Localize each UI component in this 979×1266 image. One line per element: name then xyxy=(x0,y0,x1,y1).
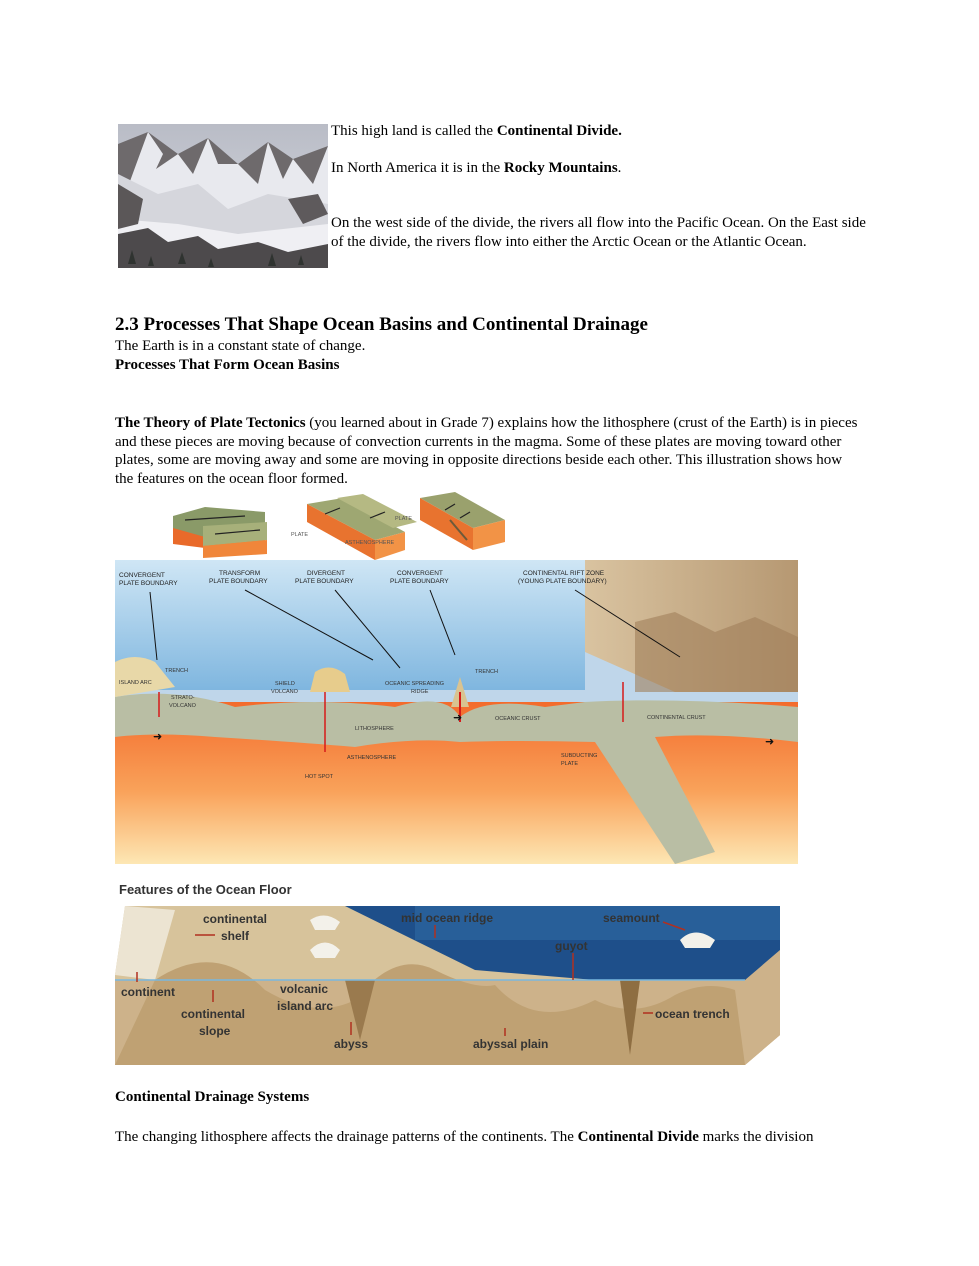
divergent-label-b: PLATE BOUNDARY xyxy=(295,578,354,585)
motion-arrow-icon: ➜ xyxy=(453,712,463,724)
seamount-label: seamount xyxy=(603,911,660,925)
ridge-label-a: OCEANIC SPREADING xyxy=(385,681,444,687)
drainage-heading: Continental Drainage Systems xyxy=(115,1089,310,1105)
plate-label-1: PLATE xyxy=(291,532,309,538)
convergent-block-diagram xyxy=(420,492,505,550)
continental-shelf-label-a: continental xyxy=(203,912,268,926)
motion-arrow-icon: ➜ xyxy=(765,736,775,748)
tectonics-paragraph: The Theory of Plate Tectonics (you learned about in Grade 7) explains how the lithosphere (crust of the Earth) is in pieces and these pieces are moving because of convection currents in the magma. Some of these plates are moving toward other plates, some are moving away and some are moving in opposite directions beside each other. This illustration shows how the features on the ocean floor formed. xyxy=(115,415,858,487)
subducting-label-a: SUBDUCTING xyxy=(561,753,598,759)
trench-label-1: TRENCH xyxy=(165,668,188,674)
transform-label-b: PLATE BOUNDARY xyxy=(209,578,268,585)
shield-label-b: VOLCANO xyxy=(271,689,298,695)
rift-label-a: CONTINENTAL RIFT ZONE xyxy=(523,570,605,577)
section-subheading: Processes That Form Ocean Basins xyxy=(115,357,340,373)
asthenosphere-label: ASTHENOSPHERE xyxy=(347,755,397,761)
transform-label-a: TRANSFORM xyxy=(219,570,261,577)
shield-label-a: SHIELD xyxy=(275,681,295,687)
mid-ocean-ridge-label: mid ocean ridge xyxy=(401,911,494,925)
island-arc-label: ISLAND ARC xyxy=(119,680,152,686)
rift-label-b: (YOUNG PLATE BOUNDARY) xyxy=(518,578,607,585)
divergent-label-a: DIVERGENT xyxy=(307,570,345,577)
convergent-label-2a: CONVERGENT xyxy=(397,570,443,577)
ocean-floor-diagram xyxy=(115,880,781,1072)
convergent-label-2b: PLATE BOUNDARY xyxy=(390,578,449,585)
trench-label-2: TRENCH xyxy=(475,669,498,675)
drainage-paragraph: The changing lithosphere affects the drainage patterns of the continents. The Continental Divide marks the division xyxy=(115,1129,814,1145)
intro-line-2: In North America it is in the Rocky Mountains. xyxy=(331,159,622,176)
abyss-label: abyss xyxy=(334,1037,369,1051)
abyssal-plain-label: abyssal plain xyxy=(473,1037,549,1051)
guyot-label: guyot xyxy=(555,939,588,953)
continental-crust-label: CONTINENTAL CRUST xyxy=(647,715,706,721)
ridge-label-b: RIDGE xyxy=(411,689,429,695)
ocean-trench-label: ocean trench xyxy=(655,1007,730,1021)
continental-shelf-label-b: shelf xyxy=(221,929,250,943)
plate-label-2: PLATE xyxy=(395,516,413,522)
strato-label-b: VOLCANO xyxy=(169,703,196,709)
intro-line-1: This high land is called the Continental Divide. xyxy=(331,123,622,139)
volcanic-arc-label-b: island arc xyxy=(277,999,334,1013)
mountain-photo xyxy=(118,124,328,268)
convergent-label-1a: CONVERGENT xyxy=(119,572,165,579)
lithosphere-label: LITHOSPHERE xyxy=(355,726,394,732)
hot-spot-label: HOT SPOT xyxy=(305,774,334,780)
motion-arrow-icon: ➜ xyxy=(153,731,163,743)
divergent-block-diagram xyxy=(291,494,417,560)
ocean-floor-title: Features of the Ocean Floor xyxy=(119,882,292,897)
section-heading: 2.3 Processes That Shape Ocean Basins and Continental Drainage xyxy=(115,314,648,335)
continent-label: continent xyxy=(121,985,175,999)
intro-paragraph: On the west side of the divide, the rivers all flow into the Pacific Ocean. On the East side of the divide, the rivers flow into either the Arctic Ocean or the Atlantic Ocean. xyxy=(331,215,866,250)
volcanic-arc-label-a: volcanic xyxy=(280,982,329,996)
continental-slope-label-a: continental xyxy=(181,1007,246,1021)
oceanic-crust-label: OCEANIC CRUST xyxy=(495,716,541,722)
strato-label-a: STRATO- xyxy=(171,695,195,701)
transform-block-diagram xyxy=(173,507,267,558)
convergent-label-1b: PLATE BOUNDARY xyxy=(119,580,178,587)
continental-slope-label-b: slope xyxy=(199,1024,231,1038)
subducting-label-b: PLATE xyxy=(561,761,579,767)
section-subtitle: The Earth is in a constant state of change. xyxy=(115,338,366,354)
asthenosphere-top-label: ASTHENOSPHERE xyxy=(345,540,395,546)
intro-text xyxy=(331,122,871,251)
plate-tectonics-diagram xyxy=(115,492,798,870)
